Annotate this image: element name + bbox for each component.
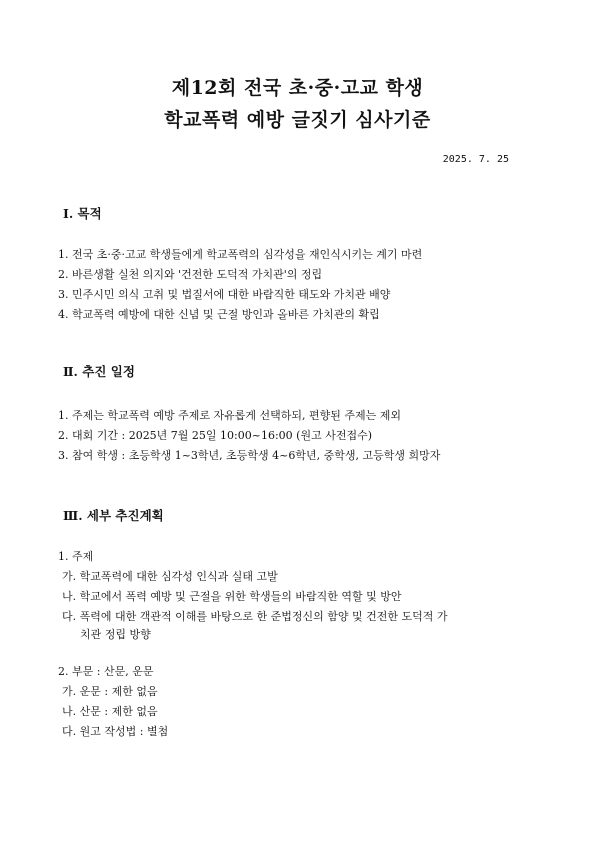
plan-topic-label: 1. 주제	[58, 550, 94, 563]
plan-topic-item-continued: 치관 정립 방향	[80, 628, 151, 641]
plan-category-item: 가. 운문 : 제한 없음	[62, 685, 158, 698]
schedule-item: 2. 대회 기간 : 2025년 7월 25일 10:00~16:00 (원고 사전접수)	[58, 429, 372, 442]
plan-topic-item: 다. 폭력에 대한 객관적 이해를 바탕으로 한 준법정신의 함양 및 건전한 도덕적 가	[62, 610, 448, 623]
schedule-item: 3. 참여 학생 : 초등학생 1~3학년, 초등학생 4~6학년, 중학생, 고등학생 희망자	[58, 449, 441, 462]
schedule-item: 1. 주제는 학교폭력 예방 주제로 자유롭게 선택하되, 편향된 주제는 제외	[58, 409, 401, 422]
purpose-item: 1. 전국 초·중·고교 학생들에게 학교폭력의 심각성을 재인식시키는 계기 마련	[58, 248, 423, 261]
document-title-line2: 학교폭력 예방 글짓기 심사기준	[164, 109, 431, 131]
purpose-item: 3. 민주시민 의식 고취 및 법질서에 대한 바람직한 태도와 가치관 배양	[58, 288, 391, 301]
plan-topic-item: 가. 학교폭력에 대한 심각성 인식과 실태 고발	[62, 570, 278, 583]
section-purpose-heading: Ⅰ. 목적	[63, 206, 102, 221]
plan-category-item: 다. 원고 작성법 : 별첨	[62, 725, 169, 738]
document-date: 2025. 7. 25	[442, 154, 509, 165]
section-plan-heading: Ⅲ. 세부 추진계획	[63, 508, 164, 523]
section-schedule-heading: Ⅱ. 추진 일정	[63, 364, 135, 379]
plan-category-item: 나. 산문 : 제한 없음	[62, 705, 158, 718]
plan-topic-item: 나. 학교에서 폭력 예방 및 근절을 위한 학생들의 바람직한 역할 및 방안	[62, 590, 402, 603]
purpose-item: 4. 학교폭력 예방에 대한 신념 및 근절 방인과 올바른 가치관의 확립	[58, 308, 380, 321]
plan-category-label: 2. 부문 : 산문, 운문	[58, 665, 154, 678]
purpose-item: 2. 바른생활 실천 의지와 '건전한 도덕적 가치관'의 정립	[58, 268, 323, 281]
document-title-line1: 제12회 전국 초·중·고교 학생	[171, 77, 424, 99]
